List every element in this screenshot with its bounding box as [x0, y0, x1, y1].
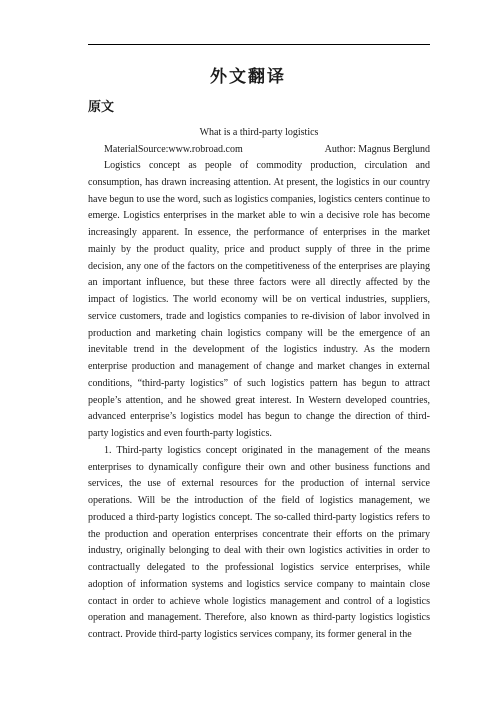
- section-heading: 原文: [88, 100, 115, 115]
- body-text: [88, 158, 430, 644]
- author-credit: Author: Magnus Berglund: [324, 144, 430, 155]
- paragraph: Logistics concept as people of commodity production, circulation and consumption, has drawn increasing attention. At present, the logistics in our country have begun to use the word, such as logistics companies, logistics centers continue to emerge. Logistics enterprises in the market able to win a decisive role has become increasingly apparent. In essence, the performance of enterprises in the market mainly by the product quality, price and product supply of three in the prime decision, any one of the factors on the competitiveness of the enterprises are playing an important influence, but these three factors were all directly affected by the impact of logistics. The world economy will be on vertical industries, suppliers, service customers, trade and logistics companies to re-division of labor involved in production and marketing chain logistics company will be the emergence of an inevitable trend in the development of the logistics industry. As the modern enterprise production and management of change and market changes in external conditions, “third-party logistics” of such logistics pattern has begun to attract people’s attention, and he showed great interest. In Western developed countries, advanced enterprise’s logistics model has begun to change the direction of third-party logistics and even fourth-party logistics.: [88, 160, 430, 439]
- source-line: [104, 141, 430, 158]
- article-title: What is a third-party logistics: [199, 127, 319, 138]
- material-source: MaterialSource:www.robroad.com: [104, 144, 243, 155]
- paragraph: 1. Third-party logistics concept originated in the management of the means enterprises to dynamically configure their own and other business functions and services, the use of external resources for the production of internal service operations. Will be the introduction of the field of logistics management, we produced a third-party logistics concept. The so-called third-party logistics refers to the production and operation enterprises concentrate their efforts on the primary industry, originally belonging to deal with their own logistics activities in order to contractually delegated to the professional logistics service enterprises, while adoption of information systems and logistics service company to maintain close contact in order to achieve whole logistics management and control of a logistics operation and management. Therefore, also known as third-party logistics logistics contract. Provide third-party logistics services company, its former general in the: [88, 444, 430, 640]
- document-title: 外文翻译: [210, 67, 286, 87]
- header-rule: [88, 44, 430, 45]
